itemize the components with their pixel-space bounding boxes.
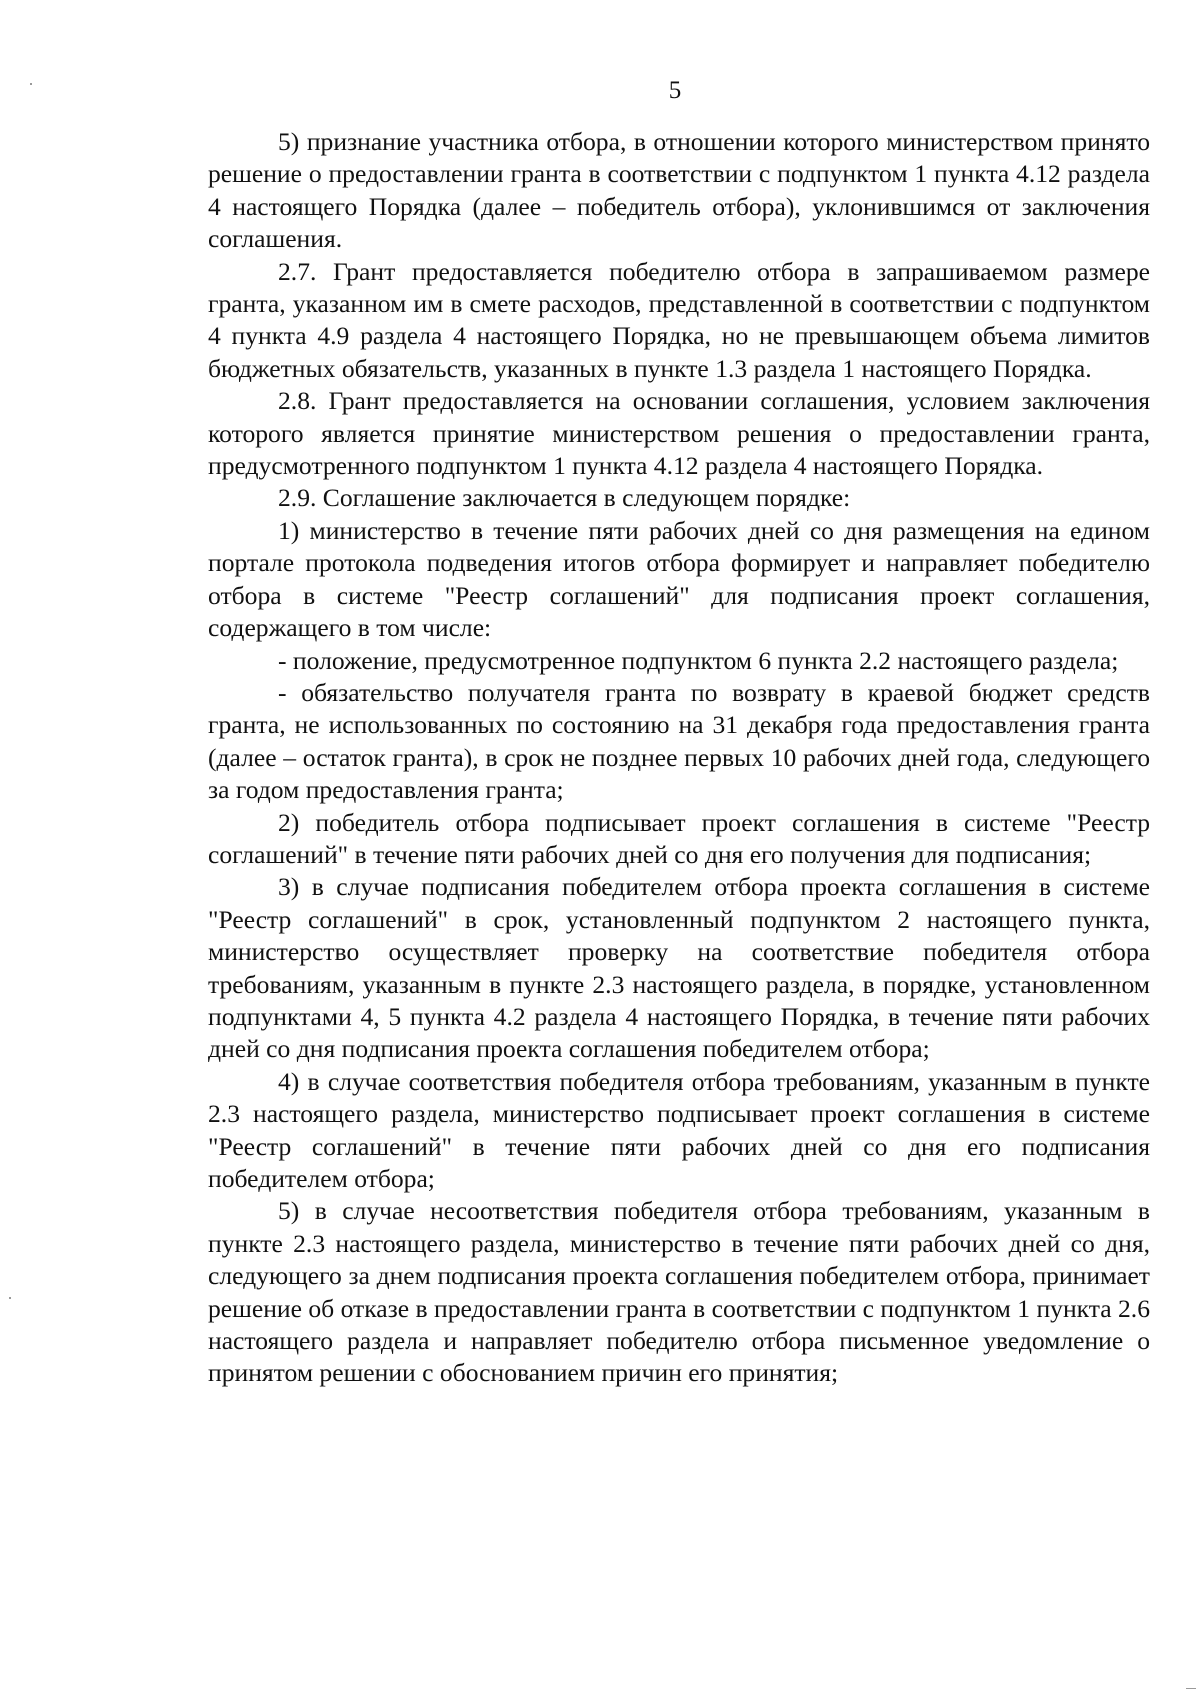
document-body — [208, 126, 1150, 1390]
paragraph-2-9-item-4: 4) в случае соответствия победителя отбора требованиям, указанным в пункте 2.3 настоящего раздела, министерство подписывает проект соглашения в системе "Реестр соглашений" в течение пяти рабочих дней со дня его подписания победителем отбора; — [208, 1066, 1150, 1193]
paragraph-2-9-item-2: 2) победитель отбора подписывает проект соглашения в системе "Реестр соглашений" в течение пяти рабочих дней со дня его получения для подписания; — [208, 807, 1150, 869]
page-number: 5 — [668, 77, 682, 104]
paragraph-2-8: 2.8. Грант предоставляется на основании соглашения, условием заключения которого является принятие министерством решения о предоставлении гранта, предусмотренного подпунктом 1 пункта 4.12 раздела 4 настоящего Порядка. — [208, 386, 1150, 481]
paragraph-2-7: 2.7. Грант предоставляется победителю отбора в запрашиваемом размере гранта, указанном им в смете расходов, представленной в соответствии с подпунктом 4 пункта 4.9 раздела 4 настоящего Порядка, но не превышающем объема лимитов бюджетных обязательств, указанных в пункте 1.3 раздела 1 настоящего Порядка. — [208, 256, 1150, 383]
paragraph-2-9: 2.9. Соглашение заключается в следующем порядке: — [278, 483, 851, 513]
paragraph-2-9-item-3: 3) в случае подписания победителем отбора проекта соглашения в системе "Реестр соглашений" в срок, установленный подпунктом 2 настоящего пункта, министерство осуществляет проверку на соответствие победителя отбора требованиям, указанным в пункте 2.3 настоящего раздела, в порядке, установленном подпунктами 4, 5 пункта 4.2 раздела 4 настоящего Порядка, в течение пяти рабочих дней со дня подписания проекта соглашения победителем отбора; — [208, 872, 1150, 1064]
paragraph-bullet-obligation: - обязательство получателя гранта по возврату в краевой бюджет средств гранта, не использованных по состоянию на 31 декабря года предоставления гранта (далее – остаток гранта), в срок не позднее первых 10 рабочих дней года, следующего за годом предоставления гранта; — [208, 677, 1150, 805]
paragraph-item-5: 5) признание участника отбора, в отношении которого министерством принято решение о предоставлении гранта в соответствии с подпунктом 1 пункта 4.12 раздела 4 настоящего Порядка (далее – победитель отбора), уклонившимся от заключения соглашения. — [208, 127, 1150, 254]
scan-speck — [9, 1297, 11, 1299]
scan-speck — [1186, 1688, 1196, 1689]
paragraph-2-9-item-1: 1) министерство в течение пяти рабочих дней со дня размещения на едином портале протокола подведения итогов отбора формирует и направляет победителю отбора в системе "Реестр соглашений" для подписания проект соглашения, содержащего в том числе: — [208, 515, 1150, 643]
paragraph-bullet-provision: - положение, предусмотренное подпунктом 6 пункта 2.2 настоящего раздела; — [278, 645, 1119, 675]
paragraph-2-9-item-5: 5) в случае несоответствия победителя отбора требованиям, указанным в пункте 2.3 настоящего раздела, министерство в течение пяти рабочих дней со дня, следующего за днем подписания проекта соглашения победителем отбора, принимает решение об отказе в предоставлении гранта в соответствии с подпунктом 1 пункта 2.6 настоящего раздела и направляет победителю отбора письменное уведомление о принятом решении с обоснованием причин его принятия; — [208, 1196, 1150, 1388]
